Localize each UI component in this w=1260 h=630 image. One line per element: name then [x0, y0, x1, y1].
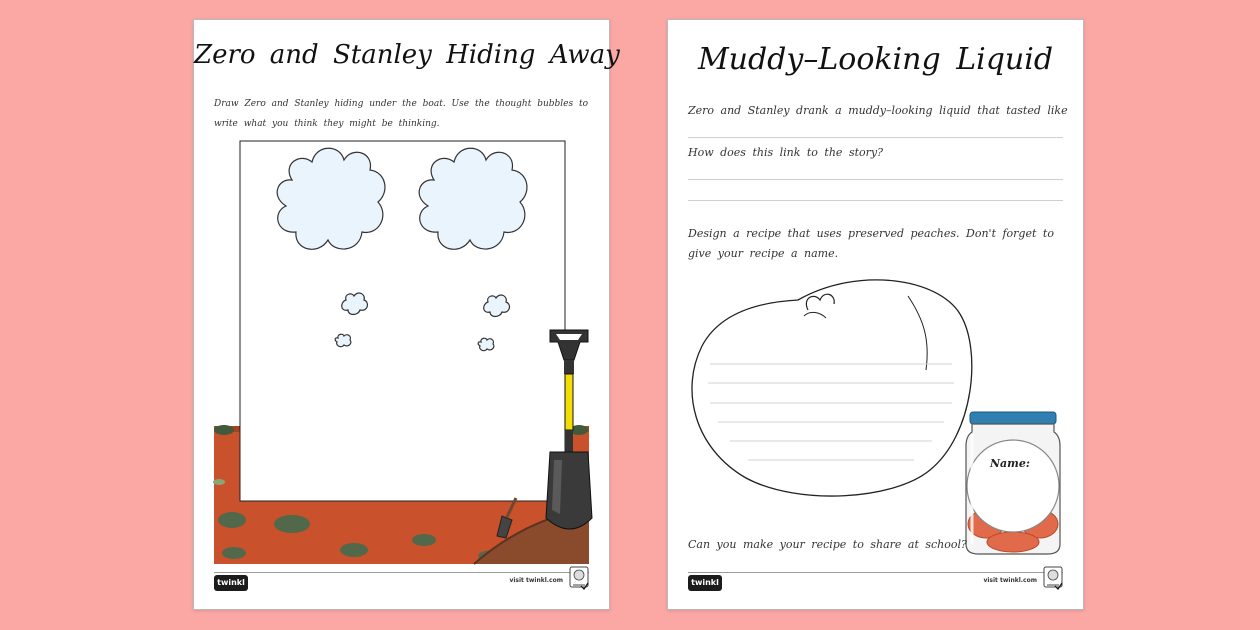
jar-name-label: Name: — [990, 457, 1030, 470]
desert-scene — [194, 20, 620, 609]
quality-badge-icon — [1043, 566, 1063, 590]
worksheet-page-left — [193, 19, 620, 610]
page-title: Zero and Stanley Hiding Away — [194, 40, 620, 70]
quality-badge-icon — [569, 566, 589, 590]
footer-divider — [688, 572, 1063, 573]
prompt-share: Can you make your recipe to share at school? — [688, 538, 967, 551]
worksheet-page-right — [667, 19, 1084, 610]
footer-link[interactable]: visit twinkl.com — [983, 577, 1037, 584]
footer-divider — [214, 572, 589, 573]
prompt-liquid: Zero and Stanley drank a muddy–looking liquid that tasted like — [688, 104, 1068, 117]
twinkl-logo: twinkl — [214, 575, 248, 591]
twinkl-logo: twinkl — [688, 575, 722, 591]
instructions-text: Draw Zero and Stanley hiding under the boat. Use the thought bubbles to write what you think they might be thinking. — [214, 99, 589, 129]
footer-link[interactable]: visit twinkl.com — [509, 577, 563, 584]
prompt-story-link: How does this link to the story? — [688, 146, 883, 159]
prompt-recipe: Design a recipe that uses preserved peaches. Don't forget to give your recipe a name. — [688, 227, 1054, 260]
page-title: Muddy–Looking Liquid — [697, 42, 1054, 77]
peach-drawing — [668, 20, 1083, 609]
